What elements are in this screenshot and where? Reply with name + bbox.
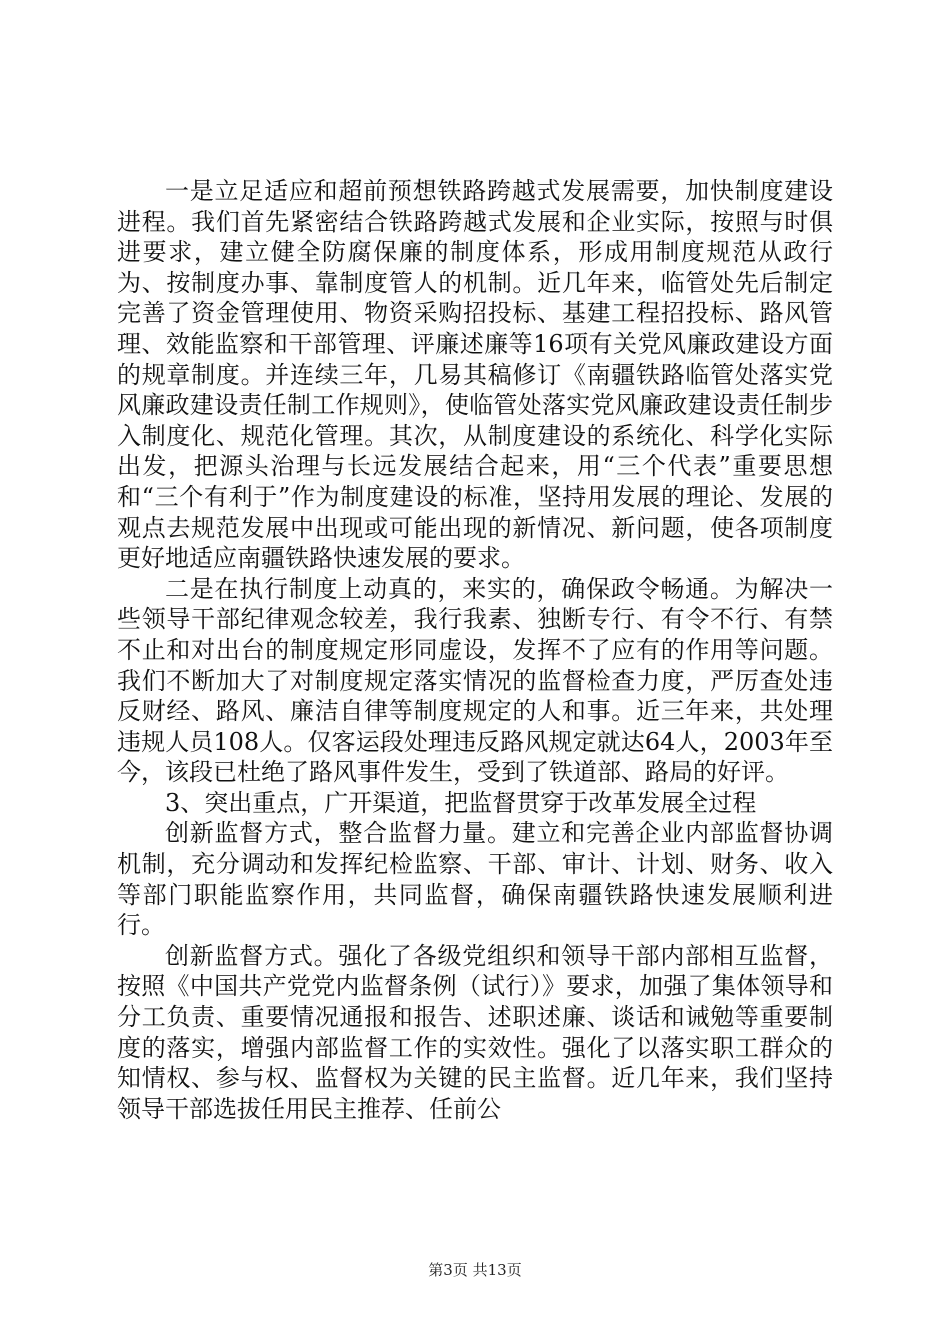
document-body — [117, 176, 833, 1124]
paragraph-4: 创新监督方式。强化了各级党组织和领导干部内部相互监督，按照《中国共产党党内监督条例（试行）》要求，加强了集体领导和分工负责、重要情况通报和报告、述职述廉、谈话和诫勉等重要制度的落实，增强内部监督工作的实效性。强化了以落实职工群众的知情权、参与权、监督权为关键的民主监督。近几年来，我们坚持领导干部选拔任用民主推荐、任前公 — [117, 941, 833, 1123]
paragraph-1: 一是立足适应和超前预想铁路跨越式发展需要，加快制度建设进程。我们首先紧密结合铁路跨越式发展和企业实际，按照与时俱进要求，建立健全防腐保廉的制度体系，形成用制度规范从政行为、按制度办事、靠制度管人的机制。近几年来，临管处先后制定完善了资金管理使用、物资采购招投标、基建工程招投标、路风管理、效能监察和干部管理、评廉述廉等16项有关党风廉政建设方面的规章制度。并连续三年，几易其稿修订《南疆铁路临管处落实党风廉政建设责任制工作规则》，使临管处落实党风廉政建设责任制步入制度化、规范化管理。其次，从制度建设的系统化、科学化实际出发，把源头治理与长远发展结合起来，用“三个代表”重要思想和“三个有利于”作为制度建设的标准，坚持用发展的理论、发展的观点去规范发展中出现或可能出现的新情况、新问题，使各项制度更好地适应南疆铁路快速发展的要求。 — [117, 177, 833, 573]
section-heading: 3、突出重点，广开渠道，把监督贯穿于改革发展全过程 — [165, 788, 757, 817]
paragraph-2: 二是在执行制度上动真的，来实的，确保政令畅通。为解决一些领导干部纪律观念较差，我行我素、独断专行、有令不行、有禁不止和对出台的制度规定形同虚设，发挥不了应有的作用等问题。我们不断加大了对制度规定落实情况的监督检查力度，严厉查处违反财经、路风、廉洁自律等制度规定的人和事。近三年来，共处理违规人员108人。仅客运段处理违反路风规定就达64人，2003年至今，该段已杜绝了路风事件发生，受到了铁道部、路局的好评。 — [117, 574, 833, 787]
page-footer: 第3页 共13页 — [428, 1261, 522, 1279]
paragraph-3: 创新监督方式，整合监督力量。建立和完善企业内部监督协调机制，充分调动和发挥纪检监察、干部、审计、计划、财务、收入等部门职能监察作用，共同监督，确保南疆铁路快速发展顺利进行。 — [117, 819, 833, 940]
